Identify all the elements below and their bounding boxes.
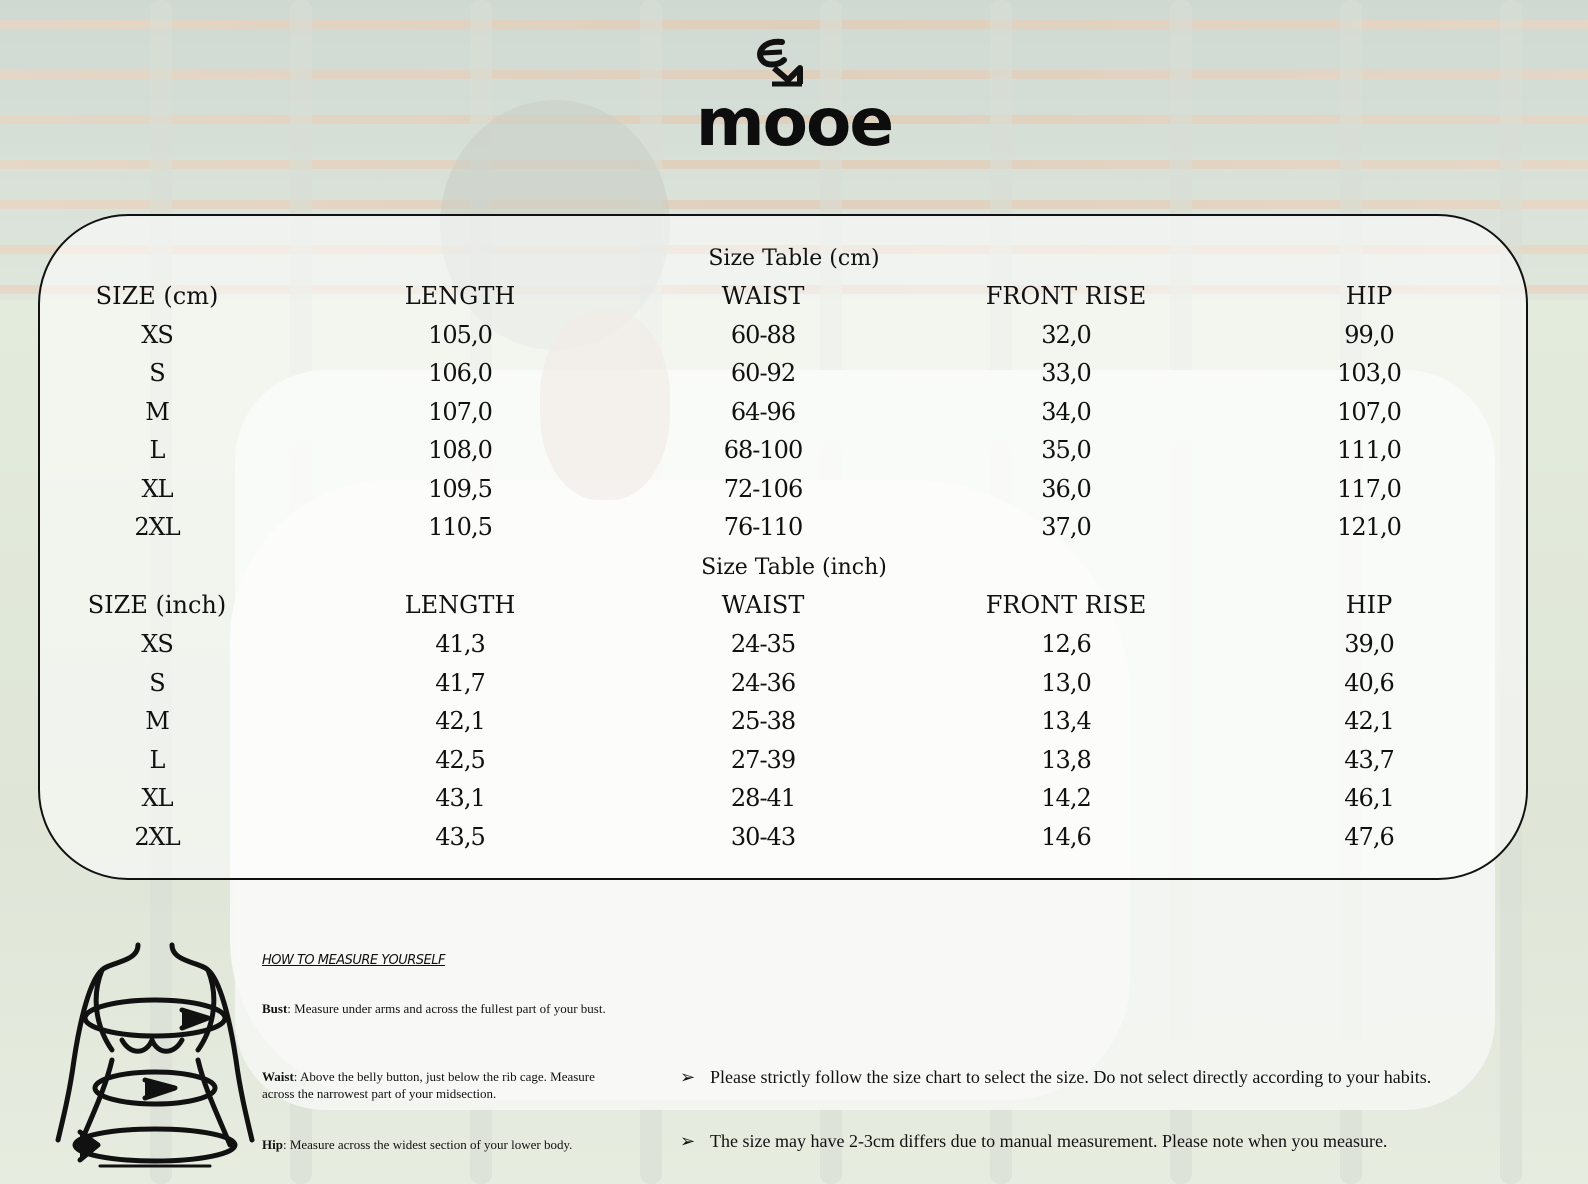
table-cell: 107,0 [428,398,492,426]
table-row [0,513,1588,551]
table-cell: S [149,669,165,697]
table-row [0,823,1588,861]
waist-label: Waist [262,1069,294,1084]
cm-table-title: Size Table (cm) [708,246,880,271]
table-cell: 40,6 [1344,669,1394,697]
table-cell: 2XL [134,513,180,541]
table-cell: 47,6 [1344,823,1394,851]
body-measurement-diagram-icon [50,940,260,1170]
table-header: WAIST [721,282,805,310]
table-cell: 37,0 [1041,513,1091,541]
arrow-bullet-icon: ➢ [680,1131,696,1151]
table-cell: 42,1 [1344,707,1394,735]
table-cell: 12,6 [1041,630,1091,658]
table-row [0,669,1588,707]
table-cell: XL [141,475,173,503]
table-cell: 107,0 [1337,398,1401,426]
table-cell: 106,0 [428,359,492,387]
note-item [680,1131,1387,1152]
arrow-bullet-icon: ➢ [680,1067,696,1087]
note-text: Please strictly follow the size chart to select the size. Do not select directly according to your habits. [710,1067,1432,1087]
waist-text: : Above the belly button, just below the rib cage. Measure across the narrowest part of your midsection. [262,1069,595,1101]
table-header: WAIST [721,591,805,619]
table-cell: 99,0 [1344,321,1394,349]
table-header: HIP [1345,591,1393,619]
table-cell: 34,0 [1041,398,1091,426]
table-row [0,359,1588,397]
em-monogram-logo-icon [752,38,808,88]
cm-table-header-row [0,282,1588,320]
table-cell: 68-100 [723,436,803,464]
bust-label: Bust [262,1001,288,1016]
table-cell: 76-110 [723,513,803,541]
table-cell: 14,2 [1041,784,1091,812]
table-cell: 24-36 [730,669,796,697]
brand-wordmark: mooe [695,84,893,161]
table-cell: 103,0 [1337,359,1401,387]
note-text: The size may have 2-3cm differs due to manual measurement. Please note when you measure. [710,1131,1388,1151]
table-cell: 72-106 [723,475,803,503]
table-cell: 35,0 [1041,436,1091,464]
table-row [0,707,1588,745]
table-cell: 41,7 [435,669,485,697]
table-row [0,475,1588,513]
table-header: LENGTH [404,591,516,619]
bust-text: : Measure under arms and across the fullest part of your bust. [287,1001,606,1016]
table-cell: 46,1 [1344,784,1394,812]
table-cell: 28-41 [730,784,796,812]
table-cell: 43,1 [435,784,485,812]
table-cell: 13,0 [1041,669,1091,697]
table-cell: L [149,746,165,774]
hip-label: Hip [262,1137,283,1152]
table-cell: 110,5 [428,513,492,541]
inch-table-header-row [0,591,1588,629]
table-cell: XS [141,321,173,349]
table-cell: L [149,436,165,464]
table-row [0,784,1588,822]
table-cell: 43,5 [435,823,485,851]
table-cell: 13,4 [1041,707,1091,735]
table-row [0,746,1588,784]
table-cell: 60-88 [730,321,796,349]
table-cell: 25-38 [730,707,796,735]
note-item [680,1067,1431,1088]
table-cell: 108,0 [428,436,492,464]
table-cell: 43,7 [1344,746,1394,774]
table-cell: 24-35 [730,630,796,658]
table-cell: 117,0 [1337,475,1401,503]
table-row [0,321,1588,359]
table-cell: M [145,707,169,735]
table-cell: 13,8 [1041,746,1091,774]
table-cell: 2XL [134,823,180,851]
table-cell: 109,5 [428,475,492,503]
table-header: HIP [1345,282,1393,310]
table-cell: 42,1 [435,707,485,735]
waist-instruction [262,1068,614,1104]
table-header: FRONT RISE [985,591,1147,619]
table-cell: 39,0 [1344,630,1394,658]
table-row [0,436,1588,474]
table-cell: 30-43 [730,823,796,851]
table-header: FRONT RISE [985,282,1147,310]
table-cell: 33,0 [1041,359,1091,387]
table-header: SIZE (cm) [95,282,219,310]
table-header: SIZE (inch) [87,591,227,619]
table-cell: 105,0 [428,321,492,349]
table-cell: 111,0 [1337,436,1401,464]
table-header: LENGTH [404,282,516,310]
bust-instruction [262,1000,614,1036]
table-cell: XS [141,630,173,658]
hip-text: : Measure across the widest section of your lower body. [282,1137,573,1152]
table-cell: 64-96 [730,398,796,426]
table-cell: 121,0 [1337,513,1401,541]
table-cell: 41,3 [435,630,485,658]
table-cell: 27-39 [730,746,796,774]
table-cell: 60-92 [730,359,796,387]
table-row [0,630,1588,668]
table-cell: 36,0 [1041,475,1091,503]
table-cell: 14,6 [1041,823,1091,851]
table-cell: XL [141,784,173,812]
table-row [0,398,1588,436]
table-cell: S [149,359,165,387]
how-to-measure-title: HOW TO MEASURE YOURSELF [262,953,445,968]
inch-table-title: Size Table (inch) [701,555,887,580]
table-cell: M [145,398,169,426]
table-cell: 42,5 [435,746,485,774]
hip-instruction [262,1136,614,1154]
table-cell: 32,0 [1041,321,1091,349]
